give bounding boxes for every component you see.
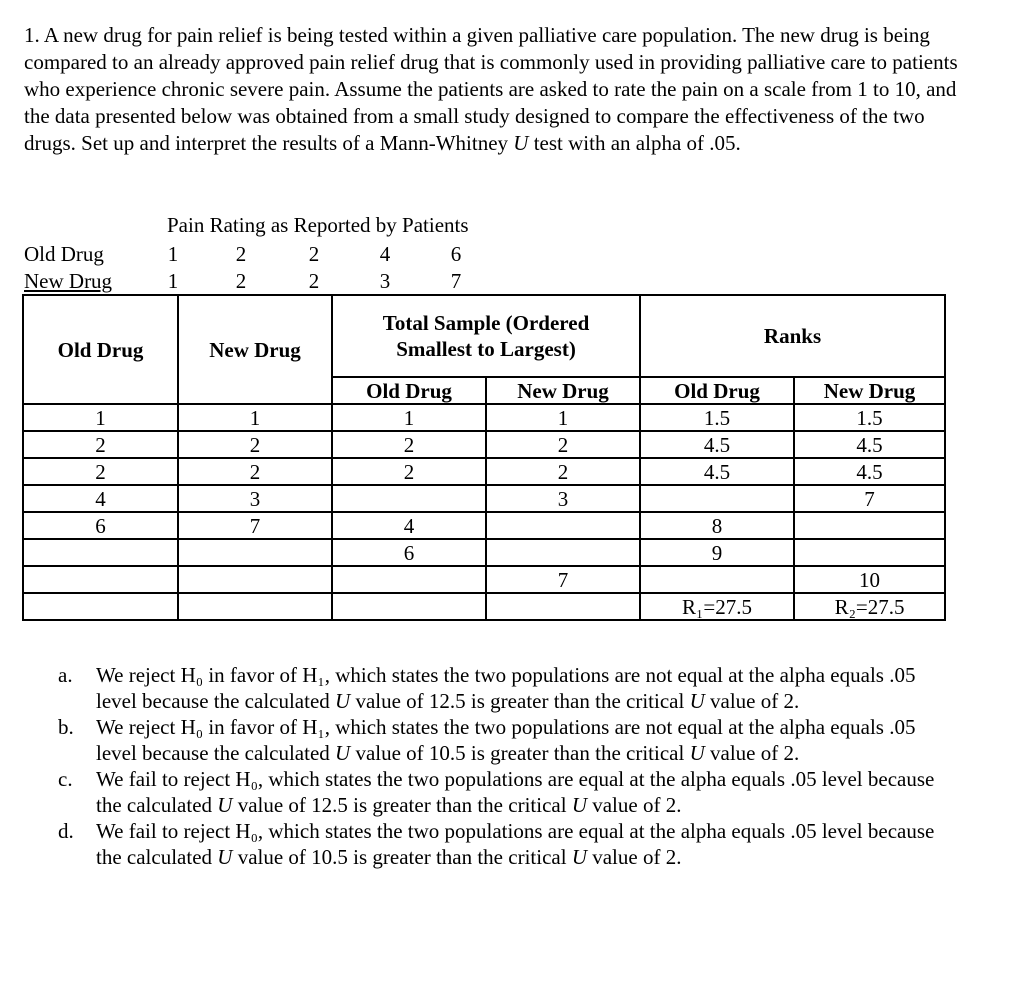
table-cell: 4.5 <box>794 458 945 485</box>
u-symbol: U <box>689 741 705 765</box>
table-cell: 4 <box>332 512 486 539</box>
table-cell: 4.5 <box>794 431 945 458</box>
table-cell: 7 <box>178 512 332 539</box>
option-text: value of 12.5 is greater than the critical <box>232 793 572 817</box>
u-symbol: U <box>217 793 233 817</box>
table-cell: 1.5 <box>794 404 945 431</box>
table-cell: 2 <box>23 458 178 485</box>
table-cell: 4 <box>23 485 178 512</box>
new-value: 7 <box>450 269 462 293</box>
table-cell <box>794 539 945 566</box>
option-text: value of 10.5 is greater than the critical <box>350 741 690 765</box>
old-value: 2 <box>308 242 320 266</box>
subheader-new-drug: New Drug <box>486 377 640 404</box>
table-cell: 2 <box>486 431 640 458</box>
rank-table <box>22 294 946 621</box>
table-cell: 9 <box>640 539 794 566</box>
new-value: 3 <box>379 269 391 293</box>
table-cell <box>23 593 178 620</box>
pain-rating-title: Pain Rating as Reported by Patients <box>167 213 469 237</box>
table-cell: 2 <box>178 431 332 458</box>
new-value: 2 <box>308 269 320 293</box>
u-symbol: U <box>689 689 705 713</box>
new-value: 1 <box>167 269 179 293</box>
table-cell: 2 <box>23 431 178 458</box>
table-row <box>23 512 945 539</box>
table-cell <box>486 512 640 539</box>
old-drug-label: Old Drug <box>24 242 104 266</box>
old-value: 6 <box>450 242 462 266</box>
old-value: 1 <box>167 242 179 266</box>
header-new-drug: New Drug <box>178 295 332 404</box>
u-symbol: U <box>217 845 233 869</box>
table-row <box>23 431 945 458</box>
table-row-rank-sums <box>23 593 945 620</box>
option-text: We fail to reject H₀, which states the two populations are equal at the alpha equals .05 level because the calculated <box>96 819 935 869</box>
option-text: value of 2. <box>586 845 682 869</box>
table-cell <box>332 485 486 512</box>
u-symbol: U <box>571 845 587 869</box>
header-ranks: Ranks <box>640 295 945 377</box>
rank-header-new-drug: New Drug <box>794 377 945 404</box>
table-cell: 2 <box>486 458 640 485</box>
option-letter: a. <box>58 663 73 687</box>
table-cell <box>332 566 486 593</box>
question-text-part2: test with an alpha of .05. <box>528 131 741 155</box>
table-cell: 2 <box>332 458 486 485</box>
table-cell: 4.5 <box>640 458 794 485</box>
header-total-sample: Total Sample (Ordered Smallest to Largest) <box>332 295 640 377</box>
table-row <box>23 458 945 485</box>
table-cell <box>640 566 794 593</box>
option-letter: d. <box>58 819 74 843</box>
u-symbol: U <box>335 741 351 765</box>
table-cell <box>486 539 640 566</box>
option-text: value of 10.5 is greater than the critical <box>232 845 572 869</box>
table-cell: 8 <box>640 512 794 539</box>
option-d[interactable] <box>58 818 958 870</box>
table-cell: 1.5 <box>640 404 794 431</box>
table-cell: 2 <box>332 431 486 458</box>
rank-sum-new: R₂=27.5 <box>794 593 945 620</box>
old-value: 4 <box>379 242 391 266</box>
table-cell: 1 <box>178 404 332 431</box>
table-cell: 6 <box>332 539 486 566</box>
table-cell: 4.5 <box>640 431 794 458</box>
option-text: We reject H₀ in favor of H₁, which states the two populations are not equal at the alpha equals .05 level because the calculated <box>96 715 916 765</box>
table-cell: 1 <box>332 404 486 431</box>
table-cell: 2 <box>178 458 332 485</box>
table-cell <box>794 512 945 539</box>
option-a[interactable] <box>58 662 958 714</box>
table-cell: 6 <box>23 512 178 539</box>
table-cell: 1 <box>486 404 640 431</box>
answer-options <box>58 662 958 870</box>
u-symbol: U <box>571 793 587 817</box>
table-cell <box>332 593 486 620</box>
u-symbol: U <box>513 131 529 155</box>
rank-sum-old: R₁=27.5 <box>640 593 794 620</box>
question-text <box>24 22 964 157</box>
new-drug-row <box>24 268 544 295</box>
table-cell: 3 <box>178 485 332 512</box>
table-cell: 3 <box>486 485 640 512</box>
new-drug-label: New Drug <box>24 269 113 293</box>
option-letter: b. <box>58 715 74 739</box>
table-cell: 7 <box>794 485 945 512</box>
option-c[interactable] <box>58 766 958 818</box>
table-cell: 1 <box>23 404 178 431</box>
subheader-old-drug: Old Drug <box>332 377 486 404</box>
table-row <box>23 485 945 512</box>
question-text-part1: 1. A new drug for pain relief is being tested within a given palliative care population. The new drug is being compared to an already approved pain relief drug that is commonly used in providing palliative care to patients who experience chronic severe pain. Assume the patients are asked to rate the pain on a scale from 1 to 10, and the data presented below was obtained from a small study designed to compare the effectiveness of the two drugs. Set up and interpret the results of a Mann-Whitney <box>24 23 958 155</box>
option-letter: c. <box>58 767 73 791</box>
table-row <box>23 539 945 566</box>
table-cell <box>178 593 332 620</box>
option-text: We reject H₀ in favor of H₁, which states the two populations are not equal at the alpha equals .05 level because the calculated <box>96 663 916 713</box>
table-row <box>23 404 945 431</box>
table-cell <box>486 593 640 620</box>
table-row <box>23 566 945 593</box>
old-value: 2 <box>235 242 247 266</box>
table-cell: 7 <box>486 566 640 593</box>
option-b[interactable] <box>58 714 958 766</box>
table-cell <box>640 485 794 512</box>
table-cell: 10 <box>794 566 945 593</box>
new-value: 2 <box>235 269 247 293</box>
table-cell <box>178 539 332 566</box>
table-cell <box>23 539 178 566</box>
old-drug-row <box>24 241 544 268</box>
option-text: value of 2. <box>704 741 800 765</box>
header-old-drug: Old Drug <box>23 295 178 404</box>
option-text: value of 2. <box>704 689 800 713</box>
option-text: We fail to reject H₀, which states the two populations are equal at the alpha equals .05 level because the calculated <box>96 767 935 817</box>
u-symbol: U <box>335 689 351 713</box>
table-cell <box>23 566 178 593</box>
option-text: value of 12.5 is greater than the critical <box>350 689 690 713</box>
table-cell <box>178 566 332 593</box>
rank-header-old-drug: Old Drug <box>640 377 794 404</box>
option-text: value of 2. <box>586 793 682 817</box>
